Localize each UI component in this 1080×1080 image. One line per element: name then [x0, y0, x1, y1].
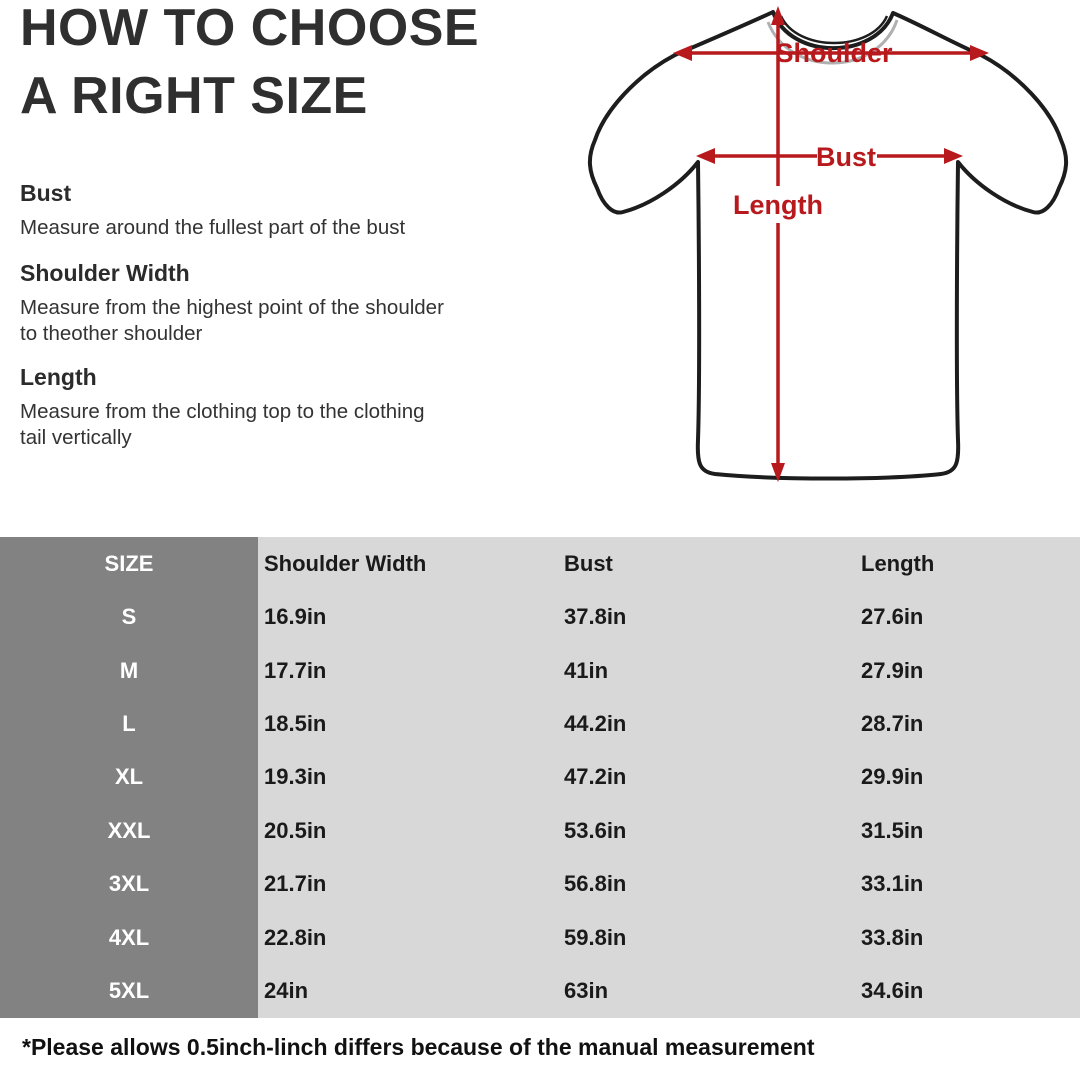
page-title-line2: A RIGHT SIZE	[20, 67, 368, 125]
length-cell: 27.9in	[861, 657, 924, 683]
size-cell: XL	[0, 751, 258, 804]
shoulder-width-cell: 24in	[264, 978, 309, 1004]
section-length-body: Measure from the clothing top to the clothing tail vertically	[20, 400, 425, 449]
length-label: Length	[733, 190, 823, 220]
bust-label: Bust	[816, 142, 876, 172]
page-title	[20, 0, 479, 130]
size-cell: L	[0, 697, 258, 750]
size-cell: M	[0, 644, 258, 697]
shoulder-width-cell: 17.7in	[264, 657, 327, 683]
size-cell: XXL	[0, 804, 258, 857]
shoulder-width-cell: Shoulder Width	[264, 550, 427, 576]
table-row	[0, 858, 1080, 911]
size-cell: SIZE	[0, 537, 258, 590]
length-cell: 34.6in	[861, 978, 924, 1004]
bust-cell: 37.8in	[564, 604, 627, 630]
bust-cell: 56.8in	[564, 871, 627, 897]
bust-cell: 47.2in	[564, 764, 627, 790]
shoulder-width-cell: 18.5in	[264, 711, 327, 737]
bust-cell: 59.8in	[564, 924, 627, 950]
shoulder-width-cell: 16.9in	[264, 604, 327, 630]
table-header-row	[0, 537, 1080, 590]
shoulder-width-cell: 22.8in	[264, 924, 327, 950]
shoulder-label: Shoulder	[775, 38, 893, 68]
bust-cell: 44.2in	[564, 711, 627, 737]
length-cell: 29.9in	[861, 764, 924, 790]
table-row	[0, 751, 1080, 804]
table-row	[0, 965, 1080, 1018]
footnote: *Please allows 0.5inch-linch differs because of the manual measurement	[22, 1034, 815, 1060]
tshirt-diagram-icon	[575, 0, 1080, 535]
bust-cell: 53.6in	[564, 817, 627, 843]
shoulder-width-cell: 20.5in	[264, 817, 327, 843]
shoulder-width-cell: 19.3in	[264, 764, 327, 790]
length-cell: 33.1in	[861, 871, 924, 897]
size-cell: S	[0, 590, 258, 643]
size-cell: 5XL	[0, 965, 258, 1018]
page-title-line1: HOW TO CHOOSE	[20, 0, 480, 57]
length-cell: Length	[861, 550, 935, 576]
table-row	[0, 697, 1080, 750]
table-row	[0, 804, 1080, 857]
table-row	[0, 644, 1080, 697]
bust-cell: 63in	[564, 978, 609, 1004]
table-row	[0, 911, 1080, 964]
section-bust	[20, 180, 405, 241]
section-shoulder-width	[20, 260, 450, 347]
size-table	[0, 537, 1080, 1018]
length-cell: 28.7in	[861, 711, 924, 737]
section-length	[20, 364, 450, 451]
size-cell: 3XL	[0, 858, 258, 911]
length-cell: 27.6in	[861, 604, 924, 630]
bust-cell: Bust	[564, 550, 613, 576]
length-cell: 31.5in	[861, 817, 924, 843]
bust-cell: 41in	[564, 657, 609, 683]
section-bust-body: Measure around the fullest part of the bust	[20, 216, 406, 239]
length-cell: 33.8in	[861, 924, 924, 950]
section-length-heading: Length	[20, 364, 97, 390]
tshirt-outline	[590, 12, 1066, 479]
shoulder-width-cell: 21.7in	[264, 871, 327, 897]
table-row	[0, 590, 1080, 643]
section-shoulder-heading: Shoulder Width	[20, 260, 190, 286]
size-cell: 4XL	[0, 911, 258, 964]
section-bust-heading: Bust	[20, 180, 72, 206]
section-shoulder-body: Measure from the highest point of the shoulder to theother shoulder	[20, 296, 444, 345]
